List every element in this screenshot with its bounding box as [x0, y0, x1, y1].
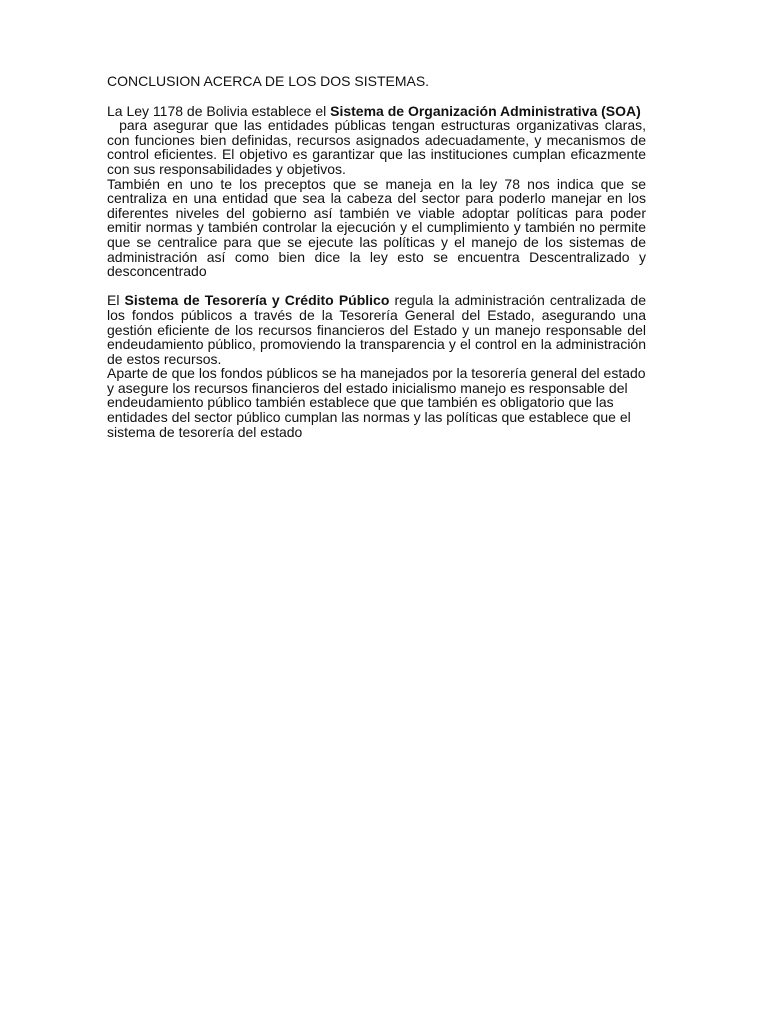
soa-commentary: También en uno te los preceptos que se maneja en la ley 78 nos indica que se centraliza en una entidad que sea la cabeza del sector para poderlo manejar en los diferentes niveles del gobierno así también ve viable adoptar políticas para poder emitir normas y también controlar la ejecución y el cumplimiento y también no permite que se centralice para que se ejecute las políticas y el manejo de los sistemas de administración así como bien dice la ley esto se encuentra Descentralizado y desconcentrado: [107, 175, 646, 280]
stcp-body-text: regula la administración centralizada de los fondos públicos a través de la Tesorería General del Estado, asegurando una gestión eficiente de los recursos financieros del Estado y un manejo responsable del endeudamiento público, promoviendo la transparencia y el control en la administración de estos recursos.: [107, 292, 646, 367]
soa-system-name: Sistema de Organización Administrativa (SOA): [330, 102, 641, 119]
paragraph-spacer: [107, 279, 646, 294]
document-title: CONCLUSION ACERCA DE LOS DOS SISTEMAS.: [107, 73, 430, 89]
stcp-intro-text: El: [107, 292, 125, 309]
stcp-commentary: Aparte de que los fondos públicos se ha manejados por la tesorería general del estado y asegure los recursos financieros del estado inicialismo manejo es responsable del endeudamiento público también establece que que también es obligatorio que las entidades del sector público cumplan las normas y las políticas que establece que el sistema de tesorería del estado: [107, 365, 646, 440]
soa-body-span: para asegurar que las entidades públicas tengan estructuras organizativas claras, con funciones bien definidas, recursos asignados adecuadamente, y mecanismos de control eficientes. El objetivo es garantizar que las instituciones cumplan eficazmente con sus responsabilidades y objetivos.: [107, 117, 646, 177]
soa-body-text: [107, 118, 646, 176]
soa-paragraph: [107, 104, 646, 119]
soa-intro-text: La Ley 1178 de Bolivia establece el: [107, 102, 331, 119]
stcp-paragraph: [107, 293, 646, 366]
stcp-system-name: Sistema de Tesorería y Crédito Público: [124, 292, 390, 309]
document-body: [107, 74, 646, 439]
